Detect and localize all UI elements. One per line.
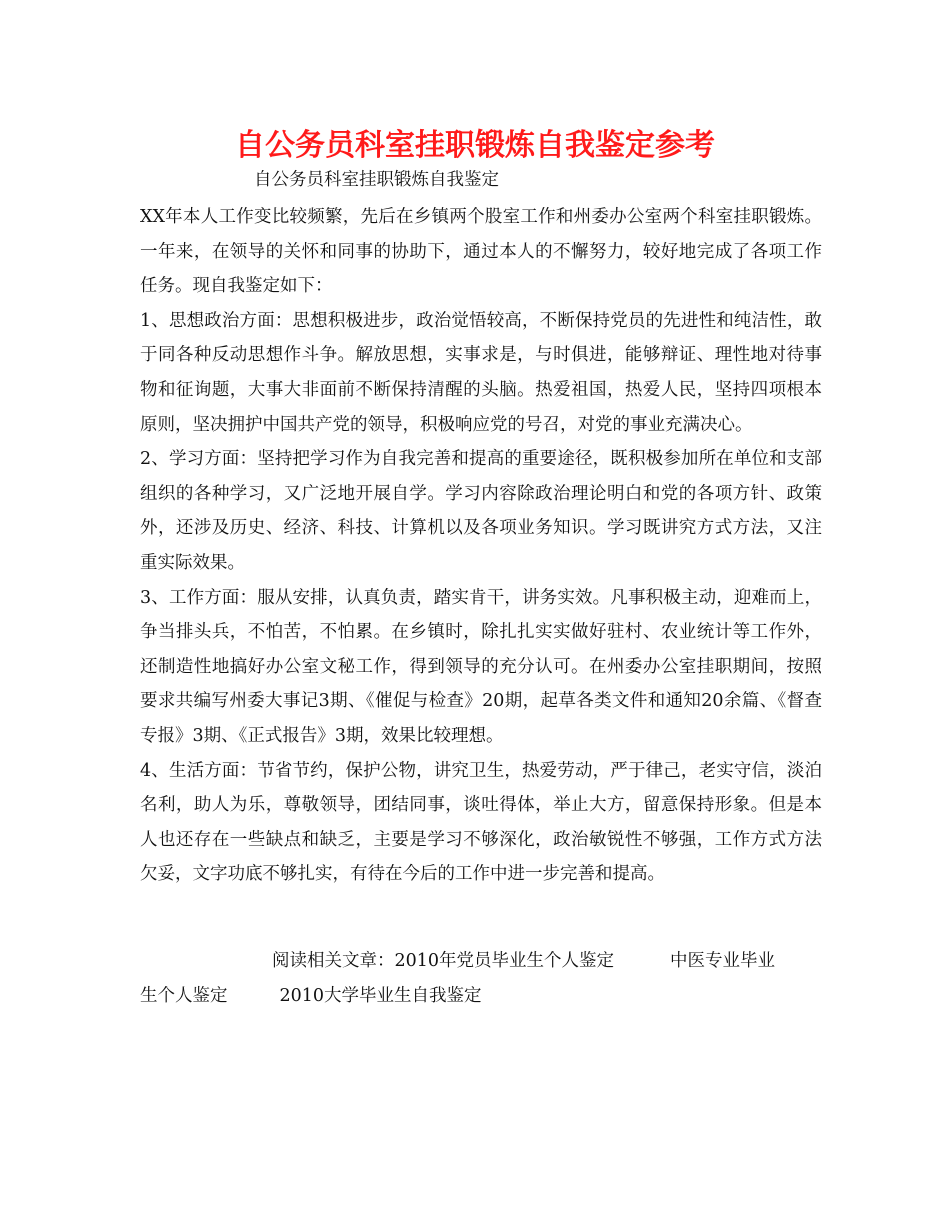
section-life-paragraph: 4、生活方面：节省节约，保护公物，讲究卫生，热爱劳动，严于律己，老实守信，淡泊名利，助人为乐，尊敬领导，团结同事，谈吐得体，举止大方，留意保持形象。但是本人也还存在一些缺点和缺乏，主要是学习不够深化，政治敏锐性不够强，工作方式方法欠妥，文字功底不够扎实，有待在今后的工作中进一步完善和提高。 bbox=[140, 760, 822, 885]
intro-paragraph: XX年本人工作变比较频繁，先后在乡镇两个股室工作和州委办公室两个科室挂职锻炼。一年来，在领导的关怀和同事的协助下，通过本人的不懈努力，较好地完成了各项工作任务。现自我鉴定如下： bbox=[140, 207, 822, 297]
related-articles-line bbox=[140, 979, 822, 1014]
related-articles-line bbox=[140, 944, 822, 979]
section-study-paragraph: 2、学习方面：坚持把学习作为自我完善和提高的重要途径，既积极参加所在单位和支部组织的各种学习，又广泛地开展自学。学习内容除政治理论明白和党的各项方针、政策外，还涉及历史、经济、科技、计算机以及各项业务知识。学习既讲究方式方法，又注重实际效果。 bbox=[140, 449, 822, 573]
related-label: 阅读相关文章： bbox=[272, 951, 395, 971]
related-link[interactable]: 中医专业毕业 bbox=[670, 951, 776, 971]
document-subtitle: 自公务员科室挂职锻炼自我鉴定 bbox=[254, 170, 499, 190]
document-title: 自公务员科室挂职锻炼自我鉴定参考 bbox=[235, 128, 715, 163]
related-link[interactable]: 2010大学毕业生自我鉴定 bbox=[279, 985, 482, 1006]
section-work-paragraph: 3、工作方面：服从安排，认真负责，踏实肯干，讲务实效。凡事积极主动，迎难而上，争当排头兵，不怕苦，不怕累。在乡镇时，除扎扎实实做好驻村、农业统计等工作外，还制造性地搞好办公室文秘工作，得到领导的充分认可。在州委办公室挂职期间，按照要求共编写州委大事记3期、《催促与检查》20期，起草各类文件和通知20余篇、《督查专报》3期、《正式报告》3期，效果比较理想。 bbox=[140, 587, 822, 746]
related-link[interactable]: 2010年党员毕业生个人鉴定 bbox=[394, 951, 615, 971]
related-link[interactable]: 生个人鉴定 bbox=[140, 985, 228, 1006]
related-articles bbox=[140, 944, 822, 1013]
section-political-paragraph: 1、思想政治方面：思想积极进步，政治觉悟较高，不断保持党员的先进性和纯洁性，敢于同各种反动思想作斗争。解放思想，实事求是，与时俱进，能够辩证、理性地对待事物和征询题，大事大非面前不断保持清醒的头脑。热爱祖国，热爱人民，坚持四项根本原则，坚决拥护中国共产党的领导，积极响应党的号召，对党的事业充满决心。 bbox=[140, 310, 822, 435]
document-body bbox=[140, 200, 822, 892]
